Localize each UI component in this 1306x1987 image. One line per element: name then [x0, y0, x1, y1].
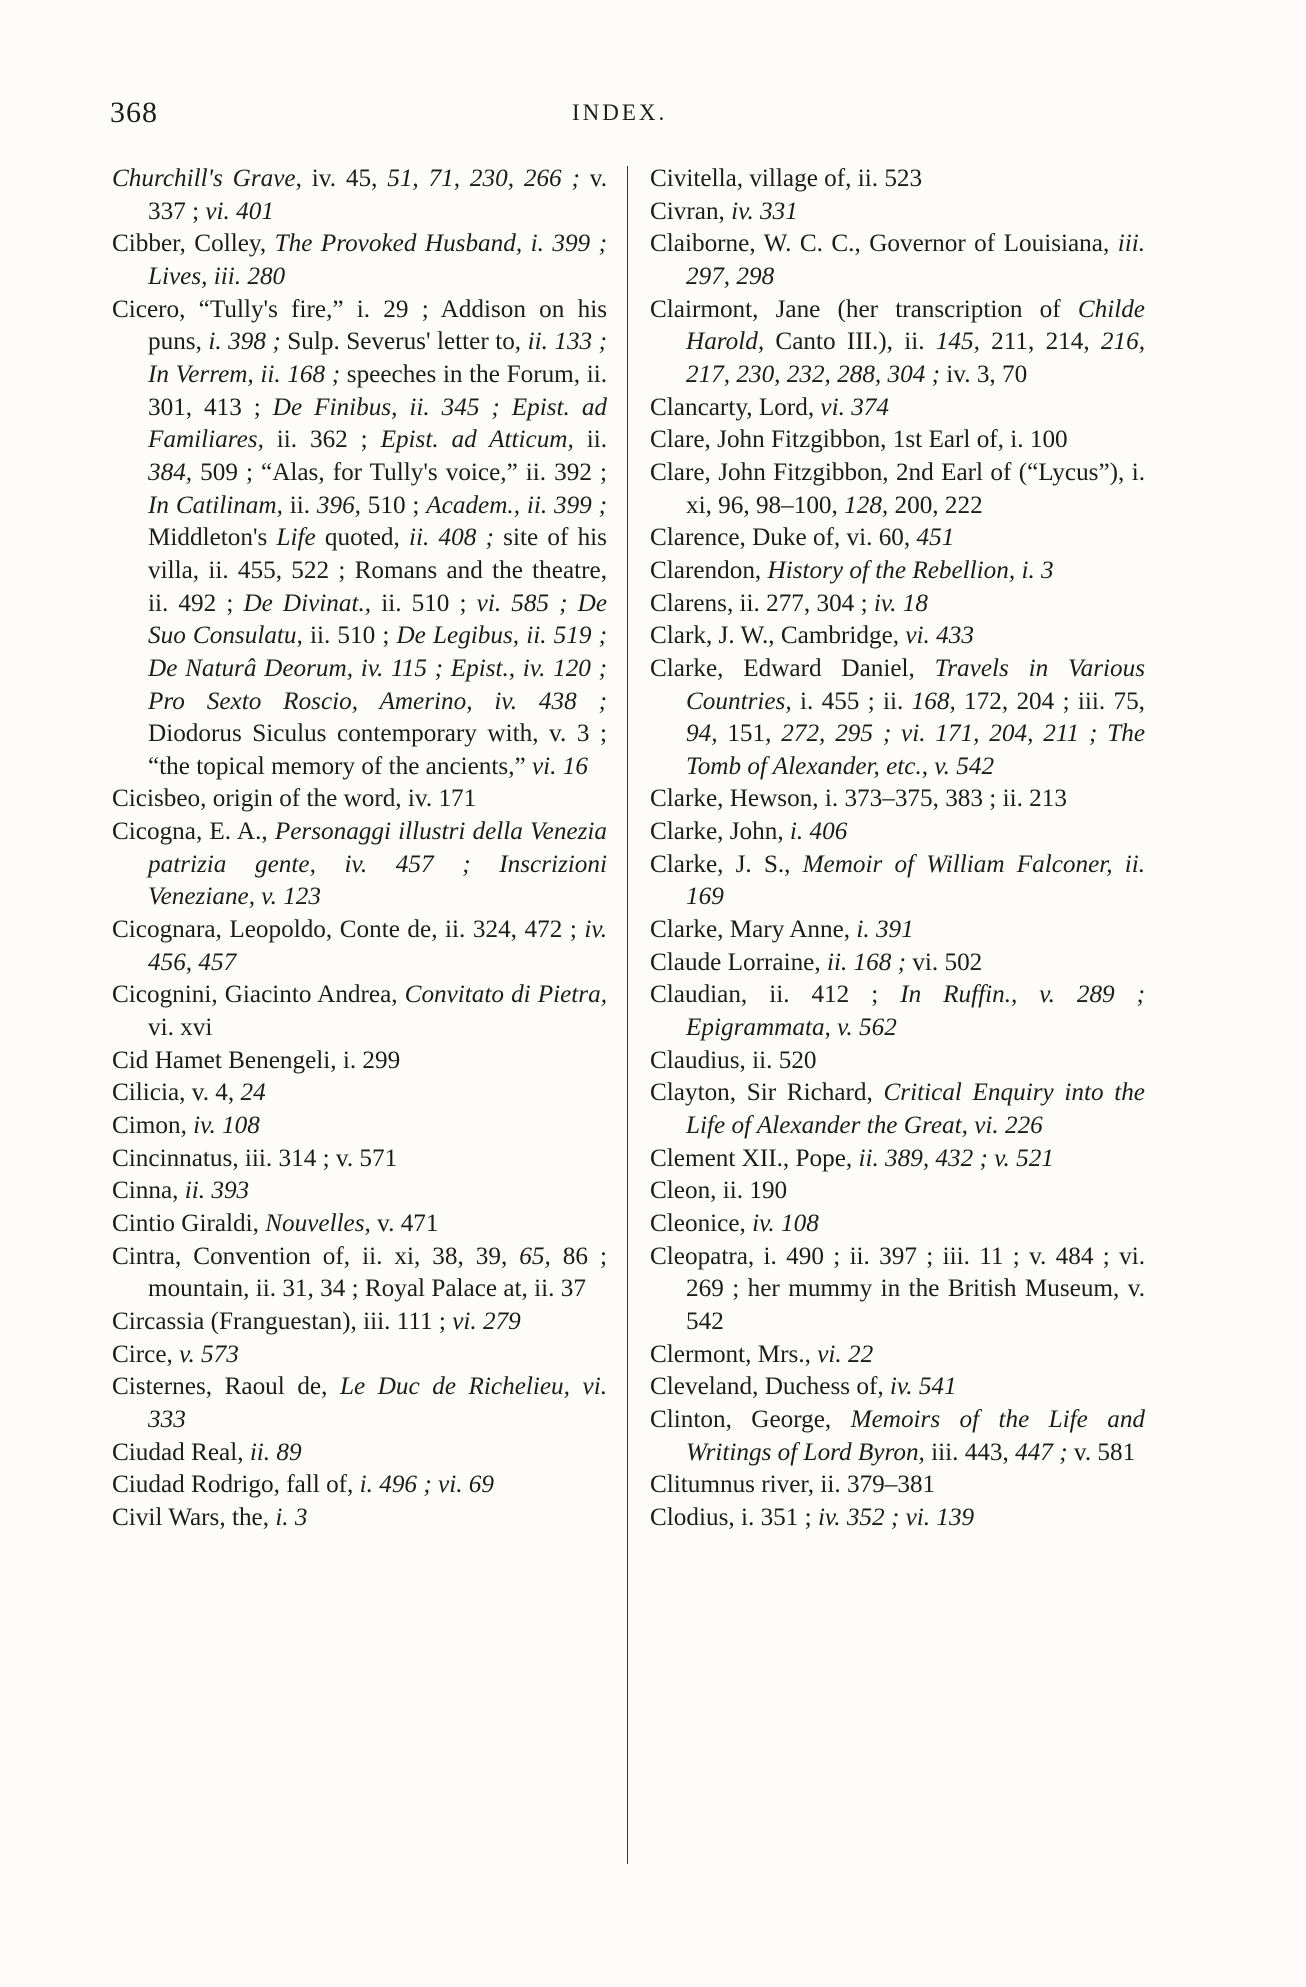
entry-text-italic: iv. 18 — [873, 589, 928, 617]
index-entry — [112, 1045, 607, 1078]
entry-text: Cid Hamet Benengeli, i. 299 — [112, 1046, 401, 1074]
index-entry — [650, 1502, 1145, 1535]
index-entry — [650, 947, 1145, 980]
page-number: 368 — [110, 96, 158, 129]
index-entry — [112, 1143, 607, 1176]
entry-text-italic: Memoir of William Falconer, ii. 169 — [686, 850, 1145, 911]
index-entry — [650, 620, 1145, 653]
index-entry — [650, 1371, 1145, 1404]
index-column-right — [650, 163, 1145, 1535]
entry-text: Clarke, Hewson, i. 373–375, 383 ; ii. 213 — [650, 785, 1067, 813]
index-entry — [650, 163, 1145, 196]
index-column-left — [112, 163, 607, 1535]
index-entry — [650, 196, 1145, 229]
entry-text-italic: i. 391 — [856, 916, 914, 944]
entry-text: Cleonice, — [650, 1210, 753, 1237]
entry-text: Clancarty, Lord, — [650, 393, 821, 421]
entry-text: i. 455 ; ii. — [791, 687, 912, 715]
index-entry — [112, 783, 607, 816]
entry-text: Cibber, Colley, — [112, 230, 275, 258]
entry-text: 151, — [717, 720, 782, 748]
entry-text-italic: 51, 71, 230, 266 ; — [387, 165, 580, 192]
entry-text: Cisternes, Raoul de, — [112, 1373, 340, 1401]
index-entry — [112, 1077, 607, 1110]
index-entry — [650, 228, 1145, 293]
entry-text: Clermont, Mrs., — [650, 1340, 818, 1368]
entry-text: site of his villa, ii. 455, 522 ; Romans and the theatre, ii. 492 ; — [148, 524, 607, 617]
entry-text-italic: iv. 108 — [193, 1112, 260, 1140]
entry-text: Cicisbeo, origin of the word, iv. 171 — [112, 785, 477, 813]
entry-text: Cleveland, Duchess of, — [650, 1373, 890, 1401]
entry-text-italic: i. 3 — [275, 1503, 308, 1531]
entry-text-italic: Convitato di Pietra, — [404, 981, 607, 1009]
entry-text-italic: ii. 393 — [184, 1177, 250, 1205]
entry-text: Clarence, Duke of, vi. 60, — [650, 524, 917, 552]
entry-text-italic: i. 496 ; vi. 69 — [359, 1471, 494, 1499]
entry-text-italic: iv. 456, 457 — [148, 916, 607, 976]
entry-text-italic: Le Duc de Richelieu, vi. 333 — [148, 1373, 607, 1433]
entry-text-italic: 24 — [240, 1079, 266, 1107]
entry-text: Clement XII., Pope, — [650, 1144, 859, 1172]
index-entry — [650, 424, 1145, 457]
entry-text: Clarke, Mary Anne, — [650, 916, 857, 944]
entry-text-italic: 65, — [519, 1242, 551, 1270]
entry-text: Circassia (Franguestan), iii. 111 ; — [112, 1307, 453, 1335]
entry-text: 86 ; mountain, ii. 31, 34 ; Royal Palace at, ii. 37 — [148, 1242, 607, 1303]
entry-text-italic: In Catilinam, — [148, 491, 283, 519]
entry-text-italic: ii. 168 ; — [826, 948, 907, 976]
entry-text-italic: 451 — [916, 524, 955, 552]
entry-text: ii. 510 ; — [302, 622, 397, 650]
entry-text: Circe, — [112, 1340, 180, 1368]
entry-text-italic: vi. 22 — [817, 1340, 874, 1368]
index-entry — [650, 1469, 1145, 1502]
entry-text-italic: iv. 108 — [752, 1210, 819, 1237]
entry-text-italic: iv. 541 — [889, 1373, 957, 1401]
entry-text: 211, 214, — [979, 328, 1101, 356]
entry-text: Canto III.), ii. — [764, 328, 936, 356]
index-entry — [650, 294, 1145, 392]
entry-text: Clitumnus river, ii. 379–381 — [650, 1471, 936, 1499]
index-entry — [112, 228, 607, 293]
entry-text-italic: Travels in Various Countries, — [686, 654, 1145, 715]
entry-text: ii. — [282, 491, 317, 519]
index-entry — [650, 457, 1145, 522]
entry-text: Cilicia, v. 4, — [112, 1079, 241, 1107]
entry-text: Clarke, John, — [650, 818, 790, 846]
index-entry — [650, 816, 1145, 849]
index-entry — [650, 1077, 1145, 1142]
entry-text-italic: iii. 297, 298 — [686, 230, 1145, 290]
entry-text: Cicognini, Giacinto Andrea, — [112, 981, 405, 1009]
entry-text: iii. 443, — [924, 1438, 1016, 1466]
entry-text-italic: ii. 408 ; — [409, 524, 494, 552]
entry-text: ii. 510 ; — [371, 589, 477, 617]
entry-text-italic: The Provoked Husband, i. 399 ; Lives, iii. 280 — [148, 230, 607, 290]
entry-text: Clare, John Fitzgibbon, 2nd Earl of (“Lycus”), i. xi, 96, 98–100, — [650, 458, 1145, 519]
entry-text-italic: 94, — [686, 720, 718, 748]
entry-text-italic: iv. 352 ; vi. 139 — [817, 1503, 975, 1531]
entry-text: Cimon, — [112, 1112, 194, 1140]
index-entry — [650, 1241, 1145, 1339]
entry-text: 172, 204 ; iii. 75, — [955, 687, 1145, 715]
entry-text: Civran, — [650, 197, 732, 225]
index-entry — [112, 294, 607, 784]
entry-text-italic: History of the Rebellion, i. 3 — [767, 556, 1054, 584]
entry-text: Cleopatra, i. 490 ; ii. 397 ; iii. 11 ; v. 484 ; vi. 269 ; her mummy in the British Museum, v. 542 — [650, 1242, 1145, 1335]
entry-text-italic: vi. 433 — [905, 622, 974, 650]
index-entry — [112, 1469, 607, 1502]
entry-text-italic: Epist. ad Atticum, — [380, 426, 574, 454]
entry-text: , iv. 45, — [295, 165, 388, 192]
entry-text-italic: i. 406 — [789, 818, 848, 846]
entry-text: Sulp. Severus' letter to, — [280, 328, 528, 356]
entry-text: Cincinnatus, iii. 314 ; v. 571 — [112, 1144, 398, 1172]
entry-text-italic: Churchill's Grave — [112, 165, 296, 192]
entry-text: Claudian, ii. 412 ; — [650, 981, 901, 1009]
entry-text: Ciudad Real, — [112, 1438, 250, 1466]
entry-text-italic: vi. 279 — [452, 1307, 521, 1335]
entry-text: quoted, — [315, 524, 410, 552]
entry-text: 510 ; — [360, 491, 427, 519]
entry-text-italic: i. 398 ; — [208, 328, 281, 356]
entry-text: Middleton's — [148, 524, 277, 552]
index-entry — [112, 816, 607, 914]
index-entry — [112, 1110, 607, 1143]
entry-text: Clark, J. W., Cambridge, — [650, 622, 906, 650]
index-entry — [112, 1241, 607, 1306]
entry-text: Cinna, — [112, 1177, 185, 1205]
index-entry — [112, 1306, 607, 1339]
index-entry — [650, 588, 1145, 621]
entry-text: Clare, John Fitzgibbon, 1st Earl of, i. 100 — [650, 426, 1068, 454]
entry-text: Claudius, ii. 520 — [650, 1046, 817, 1074]
entry-text: speeches in the Forum, ii. 301, 413 ; — [148, 360, 607, 421]
entry-text: Cintra, Convention of, ii. xi, 38, 39, — [112, 1242, 520, 1270]
entry-text: ii. — [573, 426, 608, 454]
entry-text: Clairmont, Jane (her transcription of — [650, 295, 1078, 323]
index-entry — [650, 1175, 1145, 1208]
index-entry — [112, 1437, 607, 1470]
entry-text-italic: 384, — [148, 458, 193, 486]
entry-text-italic: Childe Harold, — [686, 295, 1145, 356]
index-entry — [112, 1208, 607, 1241]
entry-text: Clarke, Edward Daniel, — [650, 654, 935, 682]
entry-text: Ciudad Rodrigo, fall of, — [112, 1471, 360, 1499]
entry-text-italic: De Divinat., — [243, 589, 372, 617]
entry-text-italic: 168, — [911, 687, 956, 715]
index-entry — [650, 522, 1145, 555]
entry-text-italic: Nouvelles, — [265, 1210, 371, 1237]
entry-text: Clarendon, — [650, 556, 768, 584]
entry-text-italic: vi. 374 — [820, 393, 889, 421]
entry-text: v. 337 ; — [148, 165, 607, 225]
entry-text: Civil Wars, the, — [112, 1503, 276, 1531]
entry-text: Clodius, i. 351 ; — [650, 1503, 818, 1531]
index-entry — [650, 1143, 1145, 1176]
index-entry — [112, 1175, 607, 1208]
entry-text: 200, 222 — [888, 491, 983, 519]
entry-text-italic: 272, 295 ; vi. 171, 204, 211 ; The Tomb of Alexander, etc., v. 542 — [686, 720, 1145, 780]
index-entry — [112, 979, 607, 1044]
entry-text: ii. 362 ; — [263, 426, 381, 454]
entry-text-italic: Academ., ii. 399 ; — [426, 491, 607, 519]
index-entry — [650, 392, 1145, 425]
page-header — [0, 96, 1306, 136]
entry-text-italic: ii. 133 ; In Verrem, ii. 168 ; — [148, 328, 607, 388]
entry-text: Cintio Giraldi, — [112, 1210, 266, 1237]
index-entry — [112, 163, 607, 228]
entry-text-italic: 396, — [316, 491, 361, 519]
entry-text-italic: De Legibus, ii. 519 ; De Naturâ Deorum, iv. 115 ; Epist., iv. 120 ; Pro Sexto Roscio, Amerino, iv. 438 ; — [148, 622, 607, 715]
index-entry — [650, 849, 1145, 914]
entry-text-italic: Memoirs of the Life and Writings of Lord Byron, — [686, 1405, 1146, 1466]
entry-text: vi. xvi — [148, 1014, 213, 1042]
index-entry — [650, 1404, 1145, 1469]
entry-text-italic: Life — [276, 524, 316, 552]
entry-text: 509 ; “Alas, for Tully's voice,” ii. 392 ; — [192, 458, 607, 486]
entry-text-italic: ii. 389, 432 ; v. 521 — [858, 1144, 1054, 1172]
entry-text: Claude Lorraine, — [650, 948, 827, 976]
running-title: INDEX. — [572, 100, 668, 125]
entry-text-italic: ii. 89 — [249, 1438, 302, 1466]
entry-text: Cicogna, E. A., — [112, 818, 275, 846]
entry-text-italic: vi. 401 — [205, 197, 274, 225]
entry-text: vi. 502 — [906, 948, 983, 976]
entry-text-italic: 447 ; — [1015, 1438, 1068, 1466]
index-entry — [112, 1339, 607, 1372]
entry-text-italic: vi. 16 — [531, 752, 588, 780]
entry-text: v. 471 — [370, 1210, 439, 1237]
index-entry — [112, 914, 607, 979]
entry-text: Clarens, ii. 277, 304 ; — [650, 589, 874, 617]
entry-text-italic: Personaggi illustri della Venezia patrizia gente, iv. 457 ; Inscrizioni Veneziane, v. 123 — [148, 818, 607, 911]
entry-text-italic: Critical Enquiry into the Life of Alexander the Great, vi. 226 — [686, 1079, 1145, 1140]
index-entry — [650, 1208, 1145, 1241]
index-entry — [112, 1371, 607, 1436]
column-divider — [627, 166, 628, 1864]
entry-text: Clayton, Sir Richard, — [650, 1079, 884, 1107]
entry-text: v. 581 — [1067, 1438, 1136, 1466]
entry-text: Claiborne, W. C. C., Governor of Louisiana, — [650, 230, 1118, 258]
entry-text-italic: vi. 585 ; De Suo Consulatu, — [148, 589, 608, 650]
entry-text-italic: iv. 331 — [731, 197, 798, 225]
entry-text-italic: v. 573 — [179, 1340, 239, 1368]
entry-text-italic: 128, — [844, 491, 889, 519]
entry-text: iv. 3, 70 — [939, 360, 1028, 388]
entry-text: Civitella, village of, ii. 523 — [650, 165, 923, 192]
entry-text-italic: De Finibus, ii. 345 ; Epist. ad Familiares, — [148, 393, 608, 454]
index-entry — [650, 653, 1145, 784]
index-entry — [650, 979, 1145, 1044]
entry-text-italic: 216, 217, 230, 232, 288, 304 ; — [686, 328, 1145, 388]
entry-text: Clarke, J. S., — [650, 850, 803, 878]
index-entry — [650, 914, 1145, 947]
index-entry — [112, 1502, 607, 1535]
index-entry — [650, 1045, 1145, 1078]
entry-text-italic: 145, — [935, 328, 980, 356]
index-entry — [650, 783, 1145, 816]
index-entry — [650, 1339, 1145, 1372]
entry-text: Clinton, George, — [650, 1405, 851, 1433]
entry-text: Cleon, ii. 190 — [650, 1177, 788, 1205]
entry-text: Diodorus Siculus contemporary with, v. 3 ; “the topical memory of the ancients,” — [148, 720, 607, 780]
entry-text: Cicero, “Tully's fire,” i. 29 ; Addison on his puns, — [112, 295, 607, 356]
index-entry — [650, 555, 1145, 588]
entry-text: Cicognara, Leopoldo, Conte de, ii. 324, 472 ; — [112, 916, 585, 944]
entry-text-italic: In Ruffin., v. 289 ; Epigrammata, v. 562 — [686, 981, 1145, 1042]
